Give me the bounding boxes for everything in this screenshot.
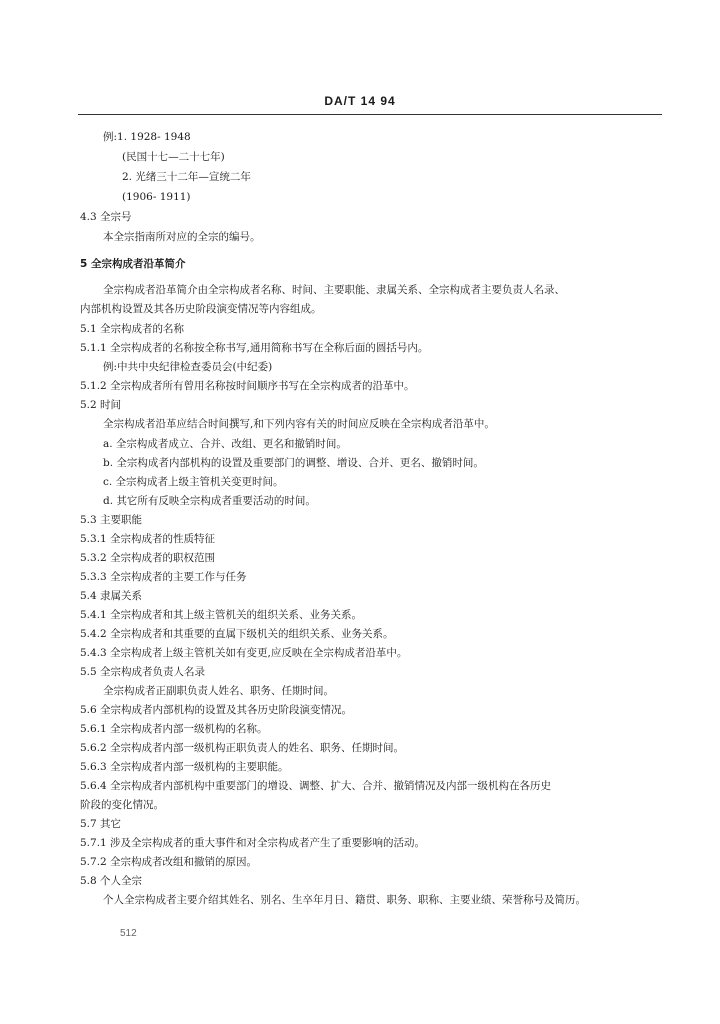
clause-heading: 5.5 全宗构成者负责人名录	[80, 666, 206, 678]
clause-text: 5.4.3 全宗构成者上级主管机关如有变更,应反映在全宗构成者沿革中。	[80, 647, 408, 659]
paragraph: 全宗构成者沿革应结合时间撰写,和下列内容有关的时间应反映在全宗构成者沿革中。	[103, 418, 495, 430]
clause-text: 5.3.1 全宗构成者的性质特征	[80, 533, 216, 545]
clause-text: 5.6.1 全宗构成者内部一级机构的名称。	[80, 723, 268, 735]
clause-text: 阶段的变化情况。	[80, 799, 164, 811]
clause-text: 5.6.2 全宗构成者内部一级机构正职负责人的姓名、职务、任期时间。	[80, 742, 405, 754]
clause-heading: 5.2 时间	[80, 399, 122, 411]
section-title: 5 全宗构成者沿革简介	[80, 258, 186, 270]
paragraph: 个人全宗构成者主要介绍其姓名、别名、生卒年月日、籍贯、职务、职称、主要业绩、荣誉称号及简历。	[103, 894, 586, 906]
clause-text: 5.1.2 全宗构成者所有曾用名称按时间顺序书写在全宗构成者的沿革中。	[80, 380, 415, 392]
clause-text: 5.1.1 全宗构成者的名称按全称书写,通用简称书写在全称后面的圆括号内。	[80, 342, 429, 354]
example-line: (1906- 1911)	[122, 191, 191, 203]
example-line: 例:1. 1928- 1948	[103, 131, 191, 143]
clause-heading: 5.4 隶属关系	[80, 590, 143, 602]
paragraph: 本全宗指南所对应的全宗的编号。	[103, 231, 261, 243]
clause-text: 5.4.2 全宗构成者和其重要的直属下级机关的组织关系、业务关系。	[80, 628, 394, 640]
clause-heading: 5.1 全宗构成者的名称	[80, 323, 185, 335]
clause-heading: 5.7 其它	[80, 818, 122, 830]
clause-heading: 5.3 主要职能	[80, 514, 143, 526]
list-item: b. 全宗构成者内部机构的设置及重要部门的调整、增设、合并、更名、撤销时间。	[103, 457, 484, 469]
clause-text: 5.4.1 全宗构成者和其上级主管机关的组织关系、业务关系。	[80, 609, 363, 621]
paragraph: 全宗构成者正副职负责人姓名、职务、任期时间。	[103, 685, 334, 697]
paragraph: 全宗构成者沿革简介由全宗构成者名称、时间、主要职能、隶属关系、全宗构成者主要负责人名录、	[103, 284, 565, 296]
list-item: d. 其它所有反映全宗构成者重要活动的时间。	[103, 495, 316, 507]
clause-text: 5.6.4 全宗构成者内部机构中重要部门的增设、调整、扩大、合并、撤销情况及内部一级机构在各历史	[80, 780, 552, 792]
page-number: 512	[120, 928, 137, 939]
header-rule	[78, 114, 662, 115]
clause-text: 5.3.2 全宗构成者的职权范围	[80, 552, 216, 564]
list-item: a. 全宗构成者成立、合并、改组、更名和撤销时间。	[103, 438, 347, 450]
clause-heading: 5.6 全宗构成者内部机构的设置及其各历史阶段演变情况。	[80, 704, 353, 716]
clause-heading: 4.3 全宗号	[80, 211, 132, 223]
clause-text: 5.3.3 全宗构成者的主要工作与任务	[80, 571, 247, 583]
example-line: 例:中共中央纪律检查委员会(中纪委)	[103, 361, 273, 373]
clause-heading: 5.8 个人全宗	[80, 875, 143, 887]
clause-text: 5.7.1 涉及全宗构成者的重大事件和对全宗构成者产生了重要影响的活动。	[80, 837, 426, 849]
example-line: (民国十七—二十七年)	[122, 151, 225, 163]
paragraph: 内部机构设置及其各历史阶段演变情况等内容组成。	[80, 303, 322, 315]
clause-text: 5.6.3 全宗构成者内部一级机构的主要职能。	[80, 761, 289, 773]
list-item: c. 全宗构成者上级主管机关变更时间。	[103, 476, 284, 488]
clause-text: 5.7.2 全宗构成者改组和撤销的原因。	[80, 856, 258, 868]
standard-number-header: DA/T 14 94	[324, 94, 396, 108]
example-line: 2. 光绪三十二年—宣统二年	[122, 171, 251, 183]
